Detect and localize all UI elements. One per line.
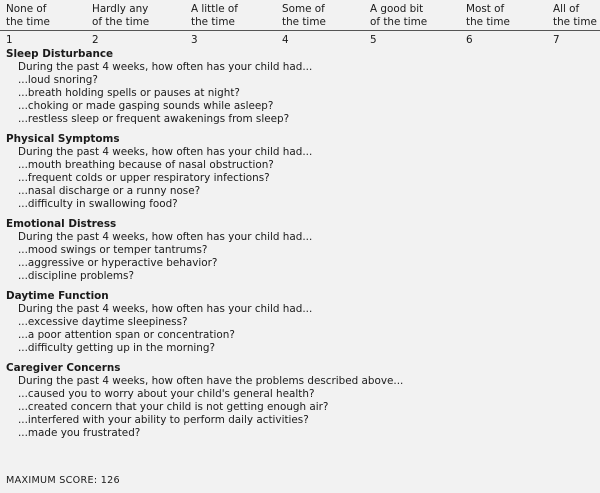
scale-label: None of the time <box>6 3 50 28</box>
question-item: ...created concern that your child is not getting enough air? <box>18 401 329 413</box>
scale-numbers-row <box>0 31 600 47</box>
maximum-score: MAXIMUM SCORE: 126 <box>6 475 120 486</box>
section-title: Daytime Function <box>6 290 109 302</box>
section-intro: During the past 4 weeks, how often has your child had... <box>18 61 313 73</box>
section-title: Sleep Disturbance <box>6 48 114 60</box>
section-daytime-function <box>6 290 596 355</box>
question-item: ...a poor attention span or concentration? <box>18 329 235 341</box>
scale-number: 2 <box>92 34 99 46</box>
question-item: ...discipline problems? <box>18 270 134 282</box>
scale-label: Some of the time <box>282 3 326 28</box>
scale-label: A little of the time <box>191 3 238 28</box>
question-item: ...aggressive or hyperactive behavior? <box>18 257 218 269</box>
scale-number: 7 <box>553 34 560 46</box>
rating-scale <box>0 0 600 47</box>
question-item: ...nasal discharge or a runny nose? <box>18 185 201 197</box>
section-emotional-distress <box>6 218 596 283</box>
section-title: Physical Symptoms <box>6 133 120 145</box>
section-sleep-disturbance <box>6 48 596 126</box>
question-item: ...difficulty in swallowing food? <box>18 198 178 210</box>
scale-label: All of the time <box>553 3 597 28</box>
section-intro: During the past 4 weeks, how often have the problems described above... <box>18 375 404 387</box>
question-item: ...difficulty getting up in the morning? <box>18 342 216 354</box>
question-item: ...breath holding spells or pauses at night? <box>18 87 240 99</box>
section-physical-symptoms <box>6 133 596 211</box>
question-item: ...made you frustrated? <box>18 427 141 439</box>
question-item: ...choking or made gasping sounds while asleep? <box>18 100 274 112</box>
question-item: ...caused you to worry about your child's general health? <box>18 388 315 400</box>
scale-number: 1 <box>6 34 13 46</box>
scale-number: 3 <box>191 34 198 46</box>
section-caregiver-concerns <box>6 362 596 440</box>
scale-number: 4 <box>282 34 289 46</box>
question-item: ...frequent colds or upper respiratory infections? <box>18 172 270 184</box>
scale-number: 5 <box>370 34 377 46</box>
scale-labels-row <box>0 0 600 31</box>
question-item: ...mood swings or temper tantrums? <box>18 244 208 256</box>
section-intro: During the past 4 weeks, how often has your child had... <box>18 231 313 243</box>
question-item: ...interfered with your ability to perform daily activities? <box>18 414 309 426</box>
question-item: ...restless sleep or frequent awakenings from sleep? <box>18 113 290 125</box>
question-item: ...loud snoring? <box>18 74 98 86</box>
question-item: ...excessive daytime sleepiness? <box>18 316 188 328</box>
section-title: Caregiver Concerns <box>6 362 121 374</box>
scale-number: 6 <box>466 34 473 46</box>
scale-label: Hardly any of the time <box>92 3 150 28</box>
section-title: Emotional Distress <box>6 218 117 230</box>
scale-label: A good bit of the time <box>370 3 428 28</box>
question-sections <box>6 48 596 440</box>
question-item: ...mouth breathing because of nasal obstruction? <box>18 159 274 171</box>
scale-label: Most of the time <box>466 3 510 28</box>
section-intro: During the past 4 weeks, how often has your child had... <box>18 303 313 315</box>
section-intro: During the past 4 weeks, how often has your child had... <box>18 146 313 158</box>
